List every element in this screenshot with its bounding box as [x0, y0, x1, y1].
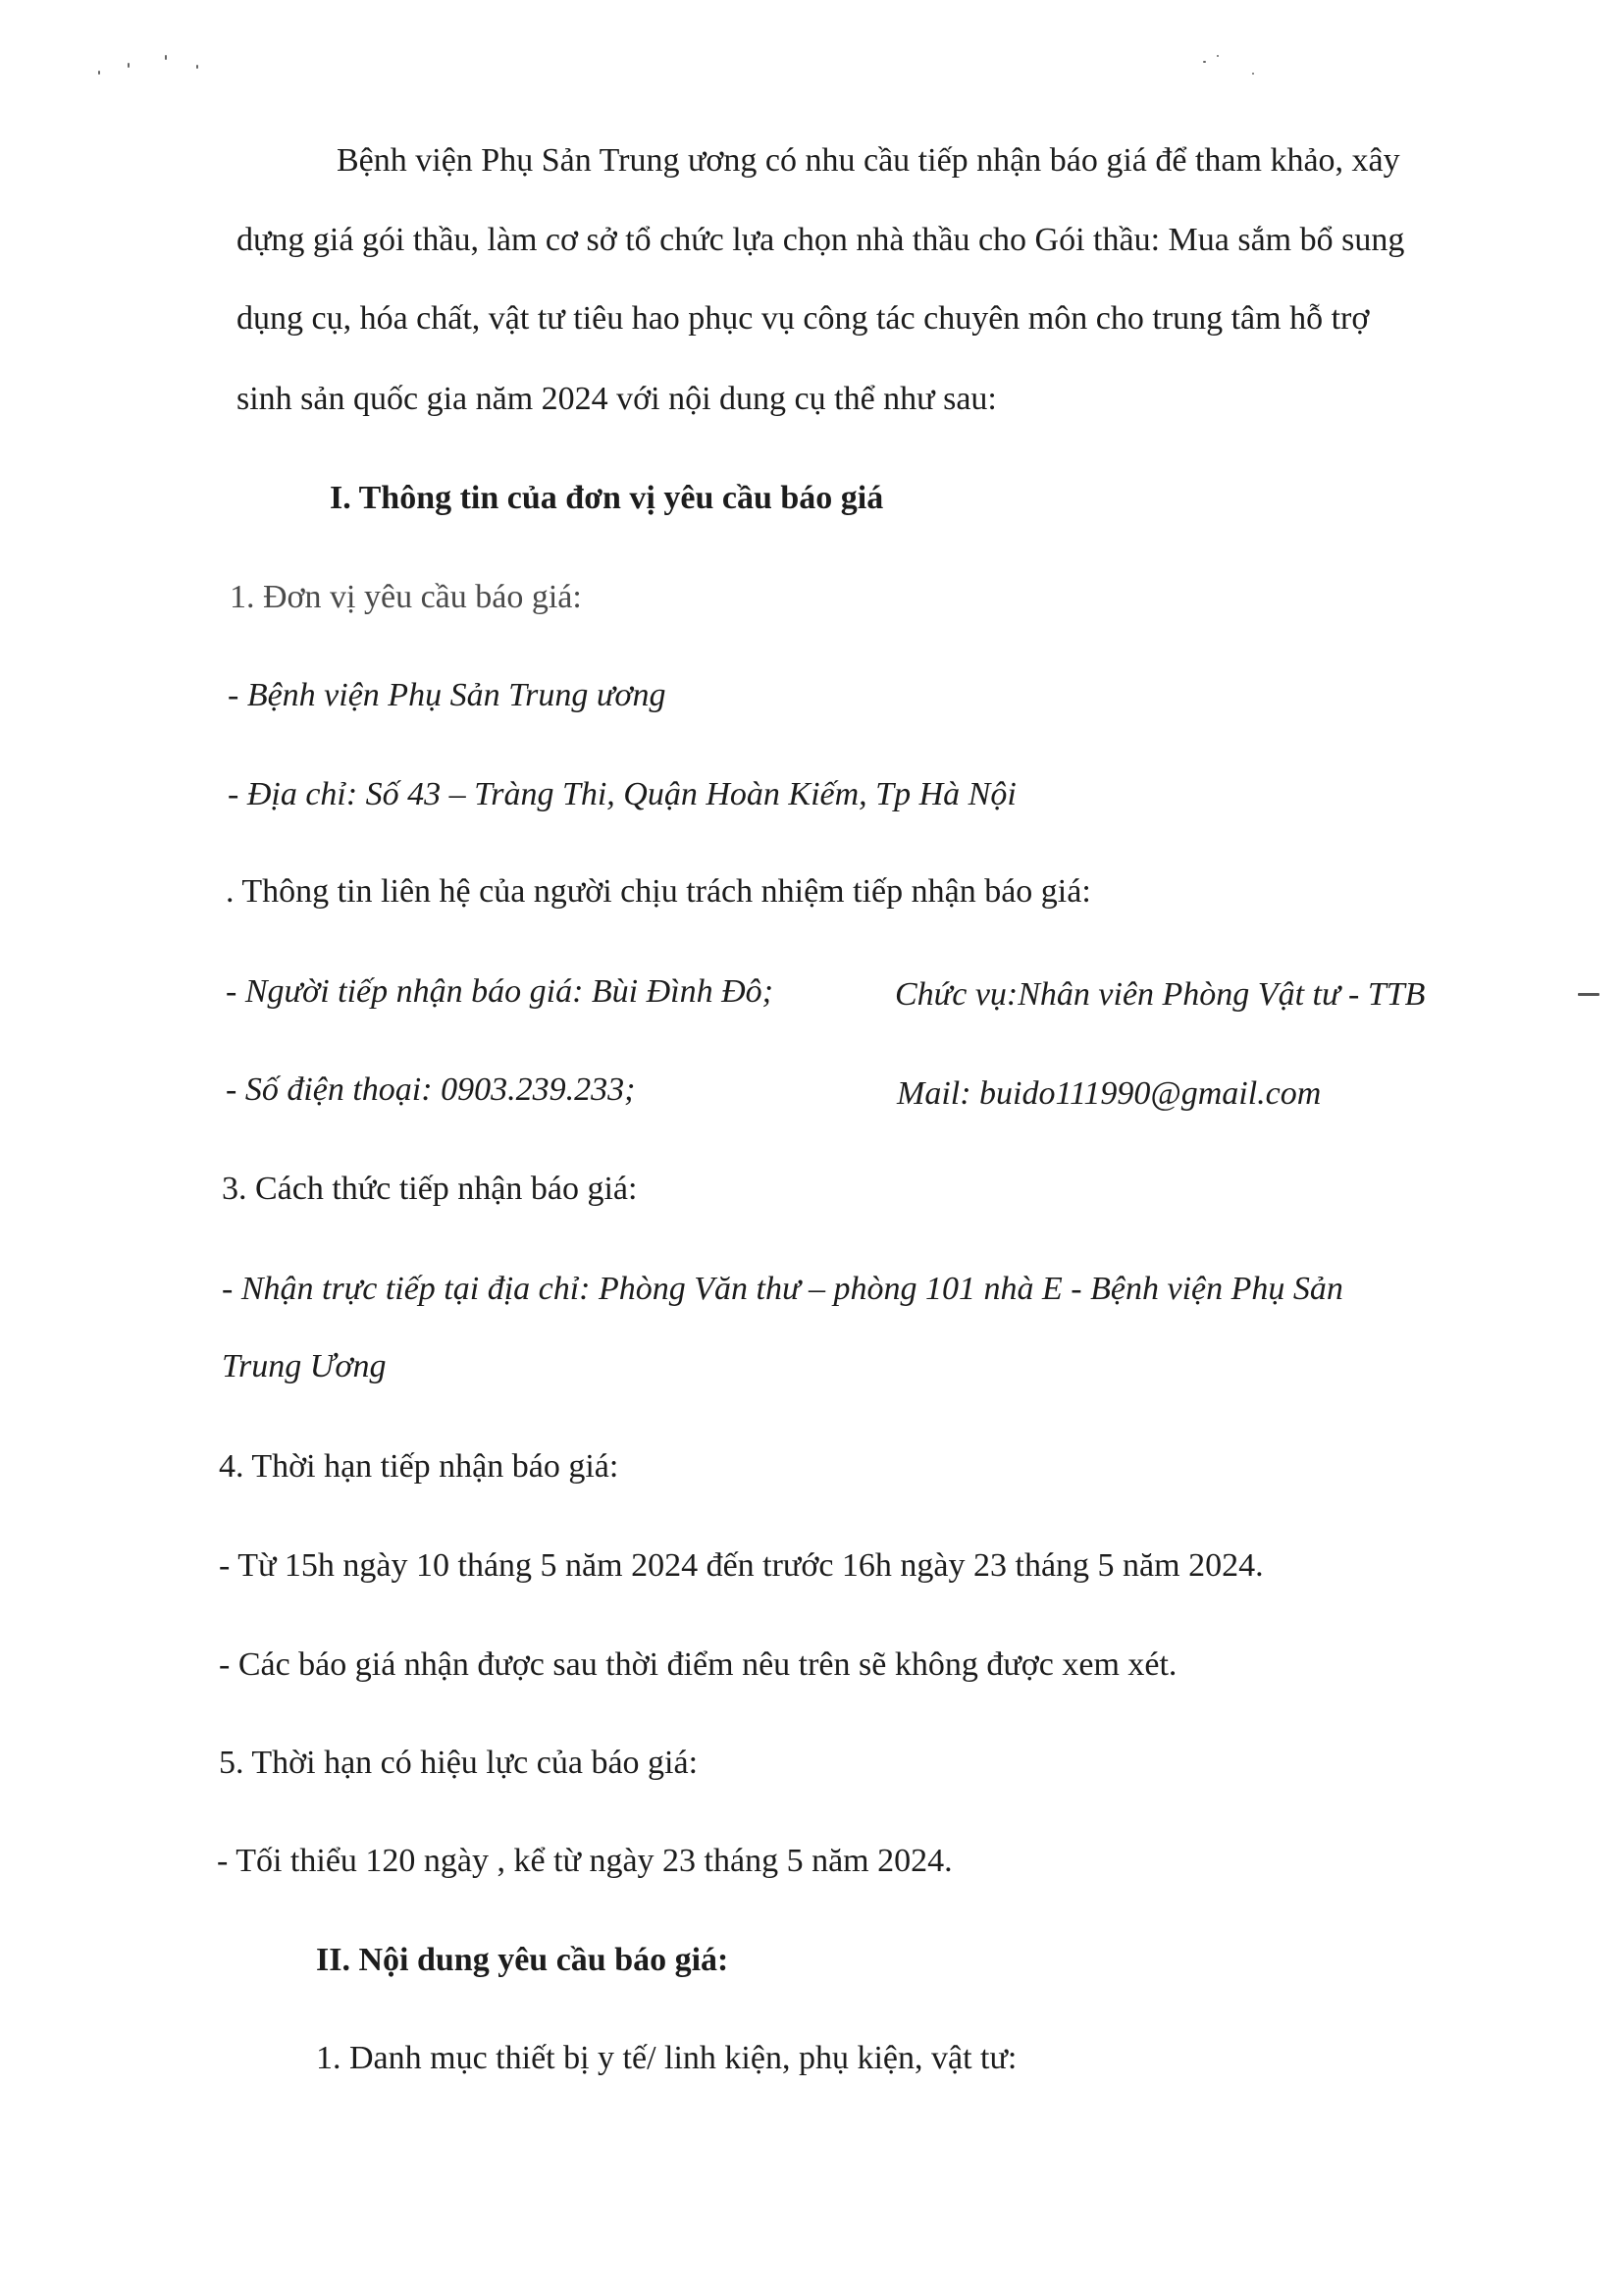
scan-speck — [1252, 73, 1254, 75]
receiver-position: Chức vụ:Nhân viên Phòng Vật tư - TTB — [895, 976, 1426, 1013]
scan-speck — [98, 71, 100, 75]
item-3-label: 3. Cách thức tiếp nhận báo giá: — [222, 1171, 638, 1207]
receipt-method-line-1: - Nhận trực tiếp tại địa chỉ: Phòng Văn thư – phòng 101 nhà E - Bệnh viện Phụ Sản — [222, 1271, 1343, 1307]
org-name: - Bệnh viện Phụ Sản Trung ương — [228, 677, 666, 713]
scan-speck — [165, 55, 167, 60]
intro-line-2: dựng giá gói thầu, làm cơ sở tổ chức lựa chọn nhà thầu cho Gói thầu: Mua sắm bổ sung — [236, 222, 1405, 258]
intro-line-1: Bệnh viện Phụ Sản Trung ương có nhu cầu tiếp nhận báo giá để tham khảo, xây — [337, 142, 1400, 179]
contact-label: . Thông tin liên hệ của người chịu trách nhiệm tiếp nhận báo giá: — [226, 873, 1091, 910]
intro-line-3: dụng cụ, hóa chất, vật tư tiêu hao phục vụ công tác chuyên môn cho trung tâm hỗ trợ — [236, 300, 1370, 337]
receiver-name: - Người tiếp nhận báo giá: Bùi Đình Đô; — [226, 973, 773, 1010]
org-address: - Địa chỉ: Số 43 – Tràng Thi, Quận Hoàn Kiếm, Tp Hà Nội — [228, 776, 1017, 812]
scan-speck — [196, 65, 198, 69]
late-quote-note: - Các báo giá nhận được sau thời điểm nêu trên sẽ không được xem xét. — [219, 1646, 1178, 1683]
item-4-label: 4. Thời hạn tiếp nhận báo giá: — [219, 1448, 619, 1485]
scan-speck — [1203, 61, 1206, 63]
receiver-mail: Mail: buido111990@gmail.com — [897, 1075, 1322, 1112]
validity-line: - Tối thiểu 120 ngày , kể từ ngày 23 tháng 5 năm 2024. — [217, 1843, 953, 1879]
receiver-phone: - Số điện thoại: 0903.239.233; — [226, 1071, 636, 1108]
receipt-method-line-2: Trung Ương — [222, 1348, 387, 1384]
deadline-line: - Từ 15h ngày 10 tháng 5 năm 2024 đến trước 16h ngày 23 tháng 5 năm 2024. — [219, 1547, 1264, 1584]
intro-line-4: sinh sản quốc gia năm 2024 với nội dung cụ thể như sau: — [236, 381, 997, 417]
scan-mark — [1578, 993, 1599, 996]
section-2-heading: II. Nội dung yêu cầu báo giá: — [316, 1942, 729, 1978]
item-1-label: 1. Đơn vị yêu cầu báo giá: — [230, 579, 582, 615]
section-1-heading: I. Thông tin của đơn vị yêu cầu báo giá — [330, 480, 884, 516]
item-5-label: 5. Thời hạn có hiệu lực của báo giá: — [219, 1745, 699, 1781]
scan-speck — [1217, 55, 1219, 57]
scan-speck — [128, 63, 130, 68]
section-2-item-1-label: 1. Danh mục thiết bị y tế/ linh kiện, phụ kiện, vật tư: — [316, 2040, 1018, 2076]
